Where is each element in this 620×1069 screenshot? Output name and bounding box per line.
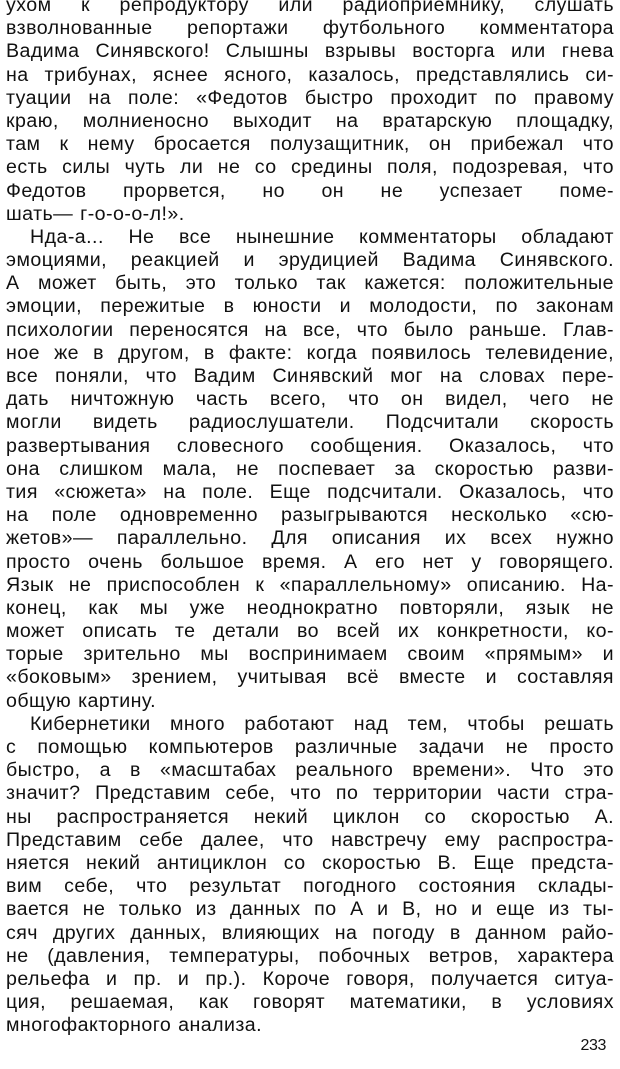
text-line: быстро, а в «масштабах реального времени». Что это (6, 759, 614, 782)
text-line: развертывания словесного сообщения. Оказалось, что (6, 434, 614, 457)
text-line: могли видеть радиослушатели. Подсчитали скорость (6, 411, 614, 434)
text-line: значит? Представим себе, что по территории части стра- (6, 782, 614, 805)
text-line: вается не только из данных по А и В, но и еще из ты- (6, 898, 614, 921)
text-line: шать— г-о-о-о-л!». (6, 202, 185, 225)
text-line: тия «сюжета» на поле. Еще подсчитали. Оказалось, что (6, 480, 614, 503)
text-line: туации на поле: «Федотов быстро проходит по правому (6, 86, 614, 109)
text-line: Представим себе далее, что навстречу ему распростра- (6, 828, 614, 851)
text-line: психологии переносятся на все, что было раньше. Глав- (6, 318, 614, 341)
text-line: рельефа и пр. и пр.). Короче говоря, получается ситуа- (6, 967, 614, 990)
text-line: Федотов прорвется, но он не успезает поме- (6, 179, 614, 202)
text-line: няется некий антициклон со скоростью В. Еще предста- (6, 851, 614, 874)
text-line: может описать те детали во всей их конкретности, ко- (6, 620, 614, 643)
text-line: Кибернетики много работают над тем, чтобы решать (30, 712, 614, 735)
text-line: на трибунах, яснее ясного, казалось, представлялись си- (6, 63, 614, 86)
text-line: торые зрительно мы воспринимаем своим «прямым» и (6, 643, 614, 666)
text-line: ны распространяется некий циклон со скоростью А. (6, 805, 614, 828)
text-line: конец, как мы уже неоднократно повторяли, язык не (6, 596, 614, 619)
text-line: взволнованные репортажи футбольного комментатора (6, 17, 614, 40)
text-line: эмоции, пережитые в юности и молодости, по законам (6, 295, 614, 318)
page-body-text (6, 0, 614, 1037)
text-line: дать ничтожную часть всего, что он видел, чего не (6, 388, 614, 411)
text-line: многофакторного анализа. (6, 1014, 263, 1037)
text-line: не (давления, температуры, побочных ветров, характера (6, 944, 614, 967)
text-line: общую картину. (6, 689, 157, 712)
text-line: на поле одновременно разыгрываются несколько «сю- (6, 504, 614, 527)
text-line: эмоциями, реакцией и эрудицией Вадима Синявского. (6, 249, 614, 272)
text-line: краю, молниеносно выходит на вратарскую площадку, (6, 109, 614, 132)
text-line: все поняли, что Вадим Синявский мог на словах пере- (6, 365, 614, 387)
text-line: есть силы чуть ли не со средины поля, подозревая, что (6, 156, 614, 179)
text-line: Вадима Синявского! Слышны взрывы восторга или гнева (6, 40, 614, 63)
text-line: там к нему бросается полузащитник, он прибежал что (6, 133, 614, 156)
text-line: она слишком мала, не поспевает за скоростью разви- (6, 457, 614, 480)
text-line: сяч других данных, влияющих на погоду в данном райо- (6, 921, 614, 944)
text-line: с помощью компьютеров различные задачи не просто (6, 736, 614, 758)
text-line: А может быть, это только так кажется: положительные (6, 272, 614, 295)
text-line: ция, решаемая, как говорят математики, в условиях (6, 991, 614, 1014)
text-line: Язык не приспособлен к «параллельному» описанию. На- (6, 573, 614, 596)
text-line: ное же в другом, в факте: когда появилось телевидение, (6, 341, 614, 364)
text-line: ухом к репродуктору или радиоприемнику, слушать (6, 0, 614, 16)
text-line: Нда-а... Не все нынешние комментаторы обладают (30, 225, 614, 248)
page-number: 233 (580, 1037, 606, 1054)
text-line: просто очень большое время. А его нет у говорящего. (6, 550, 614, 573)
text-line: жетов»— параллельно. Для описания их всех нужно (6, 527, 614, 550)
text-line: «боковым» зрением, учитывая всё вместе и составляя (6, 666, 614, 689)
text-line: вим себе, что результат погодного состояния склады- (6, 875, 614, 898)
